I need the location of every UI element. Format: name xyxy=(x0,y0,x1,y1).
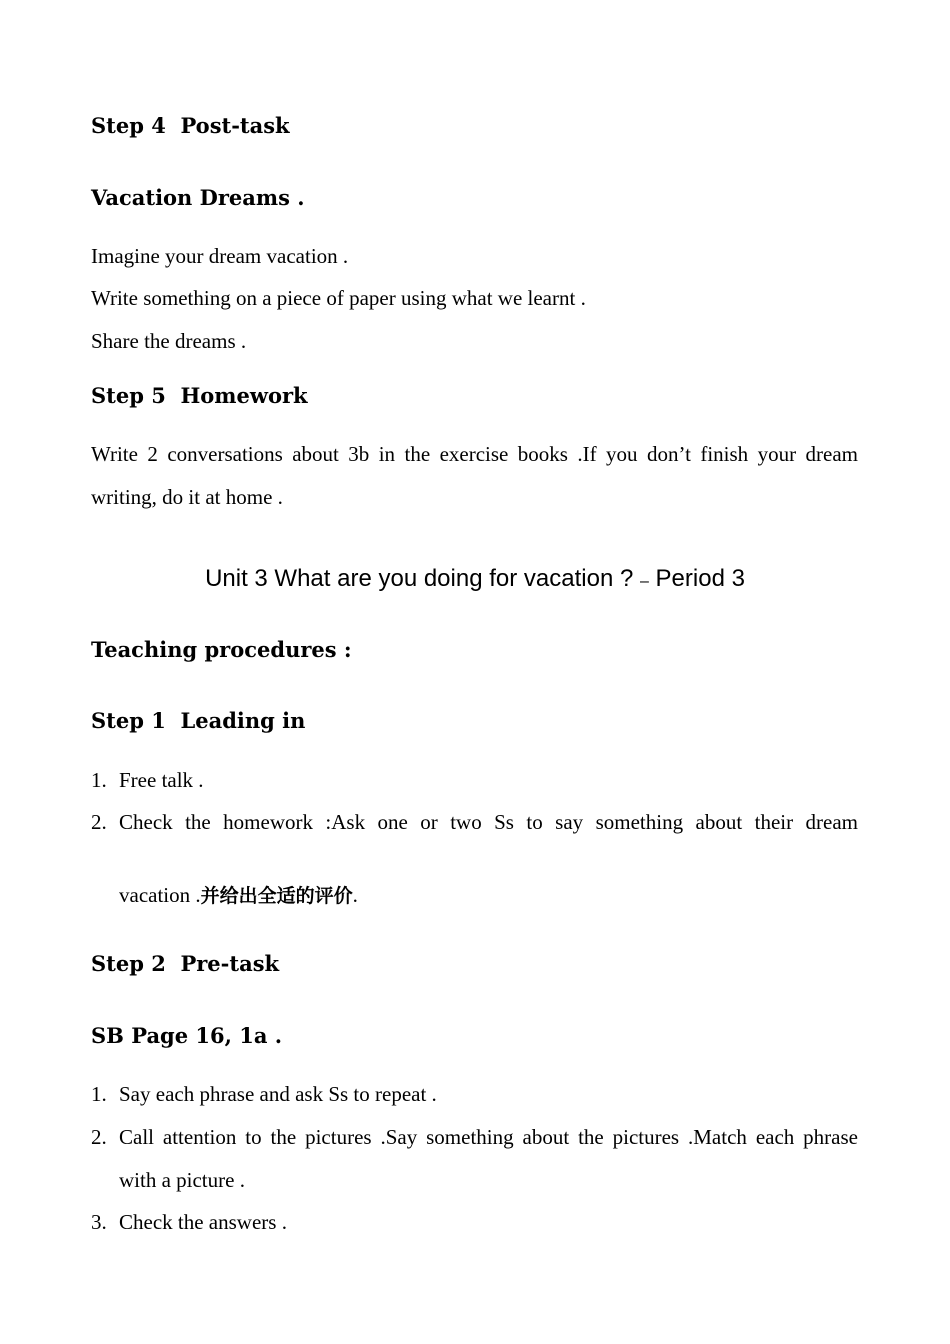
step2-item-2-text-line-2: with a picture . xyxy=(119,1168,245,1192)
step1-item-2-en: vacation . xyxy=(119,883,201,907)
step1-item-2-text-line-2 xyxy=(119,882,358,909)
step1-heading: Step 1 Leading in xyxy=(91,708,306,733)
step1-item-2-text-line-1: Check the homework :Ask one or two Ss to say something about their dream xyxy=(119,810,858,834)
step5-heading: Step 5 Homework xyxy=(91,383,308,408)
step4-subheading: Vacation Dreams . xyxy=(91,185,305,210)
step1-item-1-number: 1. xyxy=(91,768,107,792)
step2-heading: Step 2 Pre-task xyxy=(91,951,280,976)
step2-item-3-number: 3. xyxy=(91,1210,107,1234)
step1-item-2-end: . xyxy=(352,883,358,907)
step2-item-1-text: Say each phrase and ask Ss to repeat . xyxy=(119,1082,437,1106)
step4-heading: Step 4 Post-task xyxy=(91,113,290,138)
teaching-procedures-heading: Teaching procedures : xyxy=(91,637,352,662)
unit-title-main: Unit 3 What are you doing for vacation ? xyxy=(205,565,640,592)
unit-title xyxy=(0,564,950,597)
step4-line-3: Share the dreams . xyxy=(91,329,247,353)
step2-item-2-text-line-1: Call attention to the pictures .Say something about the pictures .Match each phrase xyxy=(119,1125,858,1149)
step2-item-1-number: 1. xyxy=(91,1082,107,1106)
step2-item-2-number: 2. xyxy=(91,1125,107,1149)
step2-item-3-text: Check the answers . xyxy=(119,1210,287,1234)
step1-item-2-cjk: 并给出全适的评价 xyxy=(200,885,353,907)
step4-line-2: Write something on a piece of paper using what we learnt . xyxy=(91,286,586,310)
step1-item-1-text: Free talk . xyxy=(119,768,204,792)
unit-title-dash: – xyxy=(639,573,649,590)
step1-item-2-number: 2. xyxy=(91,810,107,834)
step2-subheading: SB Page 16, 1a . xyxy=(91,1023,283,1048)
step5-text-line-2: writing, do it at home . xyxy=(91,485,283,509)
unit-title-period: Period 3 xyxy=(648,565,745,592)
step4-line-1: Imagine your dream vacation . xyxy=(91,244,349,268)
step5-text-line-1: Write 2 conversations about 3b in the exercise books .If you don’t finish your dream xyxy=(91,442,858,466)
